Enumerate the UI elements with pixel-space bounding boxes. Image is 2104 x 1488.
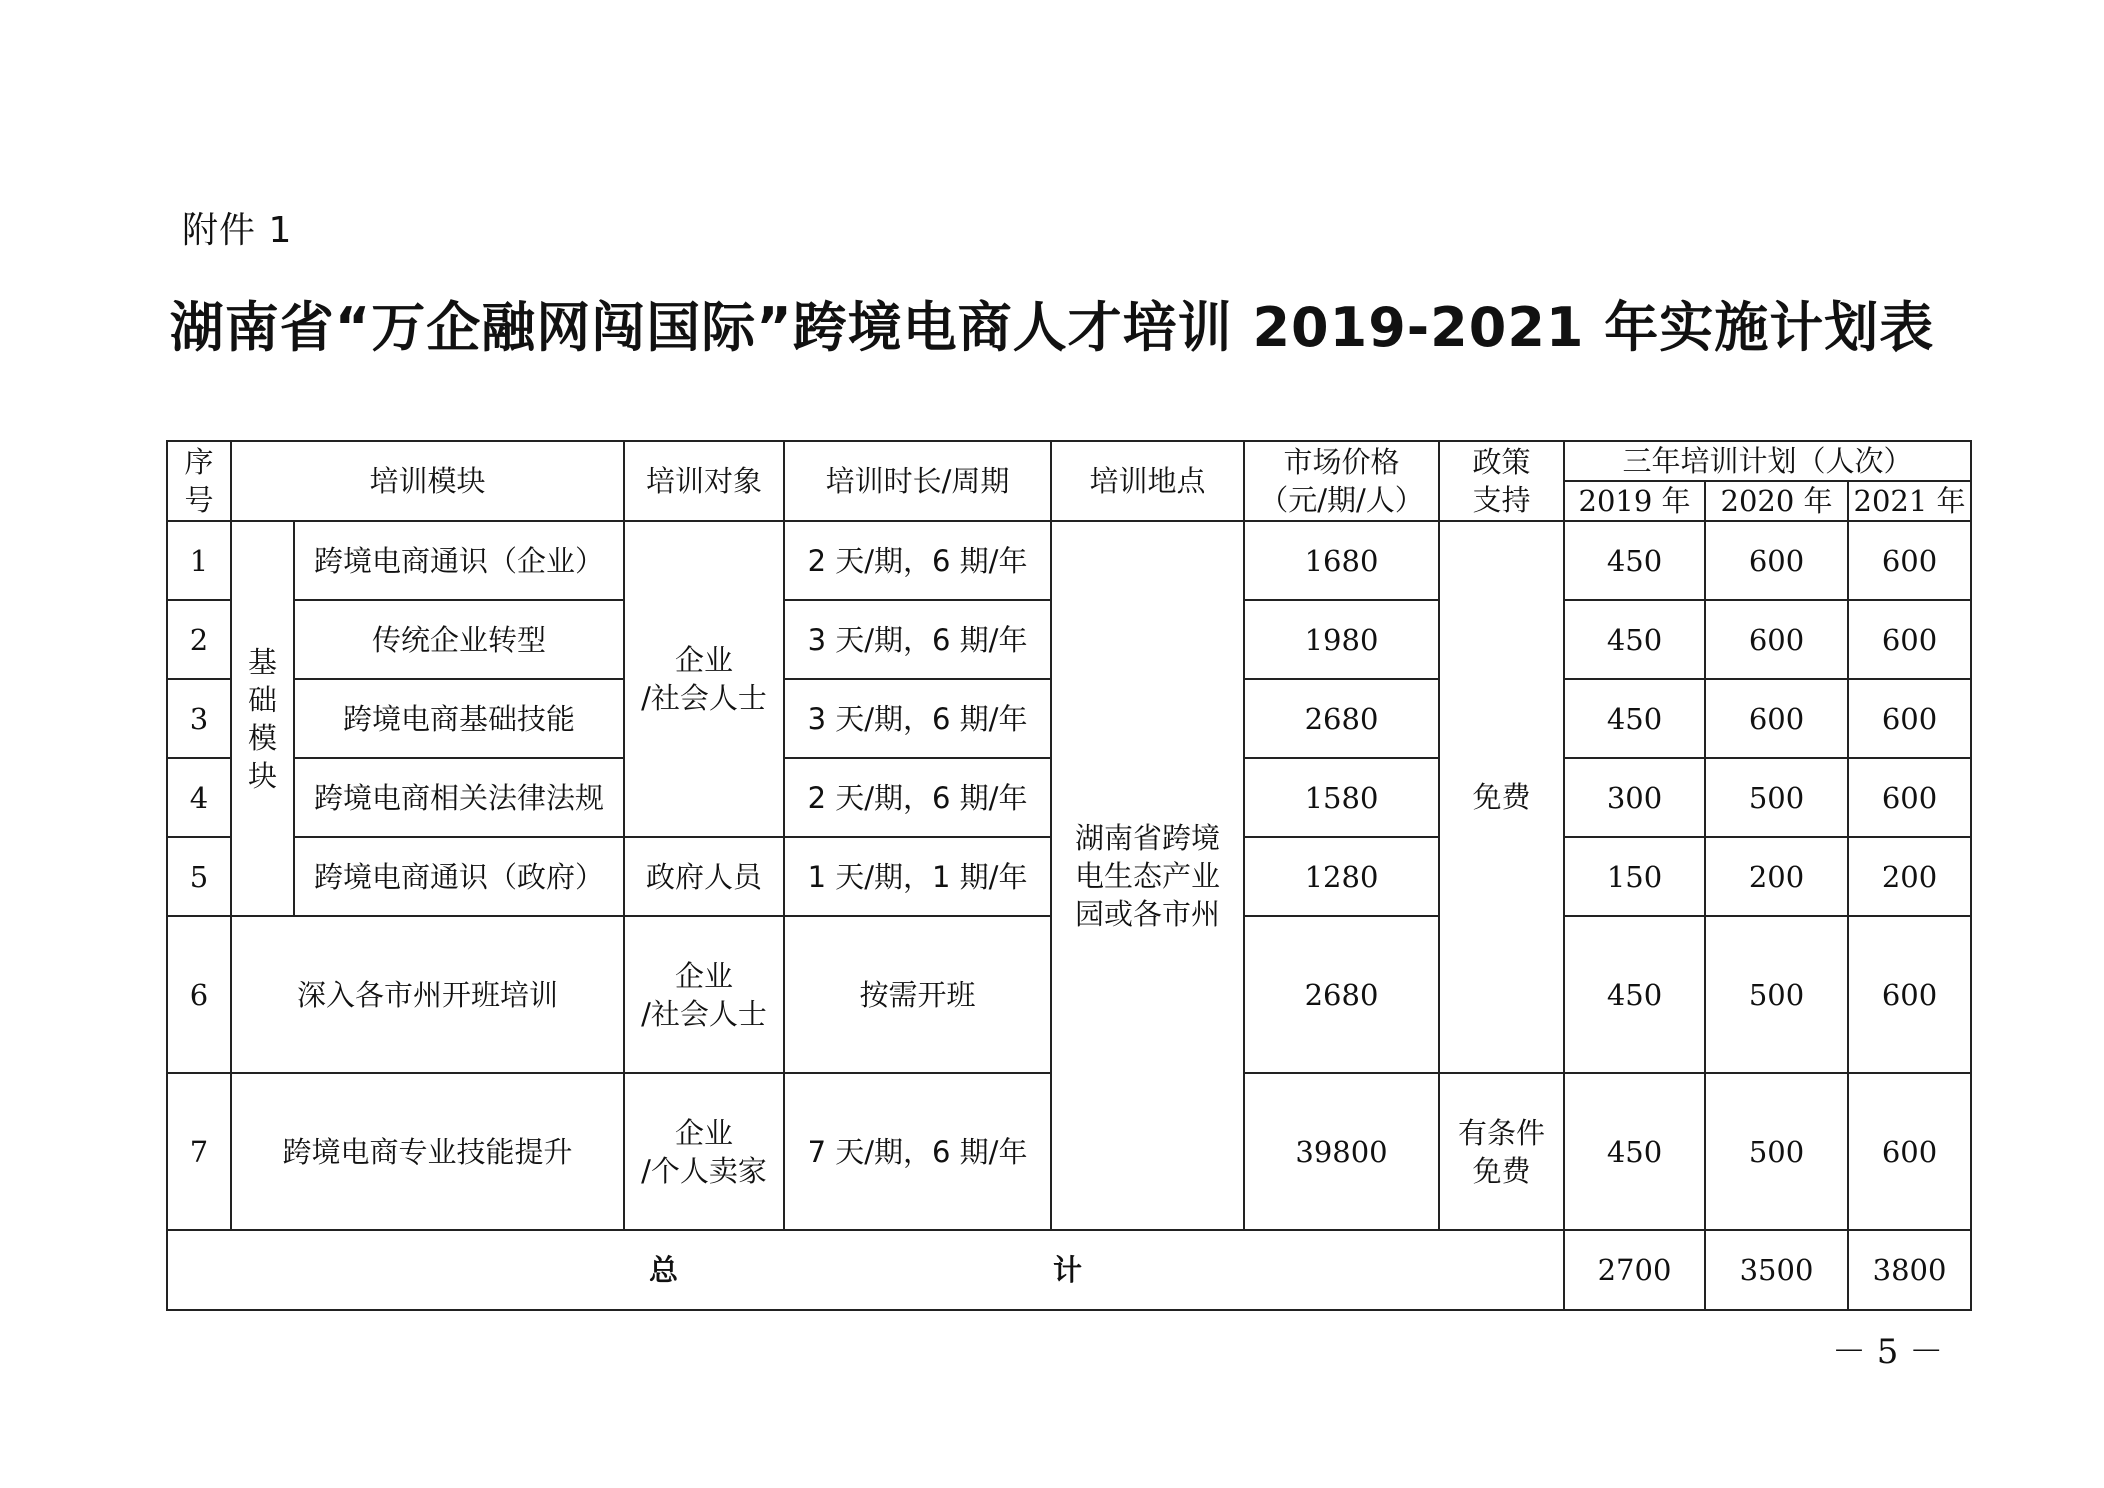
row-module: 深入各市州开班培训 xyxy=(231,916,624,1073)
row-2019: 300 xyxy=(1564,758,1705,837)
total-2019: 2700 xyxy=(1564,1230,1705,1310)
target-line1: 企业 xyxy=(675,1115,734,1150)
row-2019: 450 xyxy=(1564,600,1705,679)
total-label xyxy=(167,1230,1564,1310)
row-seq: 2 xyxy=(167,600,231,679)
row-price: 1280 xyxy=(1244,837,1439,916)
row-seq: 1 xyxy=(167,521,231,600)
row-duration: 2 天/期，6 期/年 xyxy=(784,521,1051,600)
row-price: 1680 xyxy=(1244,521,1439,600)
row-2019: 150 xyxy=(1564,837,1705,916)
base-module-label xyxy=(231,521,294,916)
row-2020: 600 xyxy=(1705,679,1848,758)
row-2021: 600 xyxy=(1848,1073,1971,1230)
row-duration: 2 天/期，6 期/年 xyxy=(784,758,1051,837)
location-line1: 湖南省跨境 xyxy=(1075,820,1221,855)
row-module: 跨境电商基础技能 xyxy=(294,679,624,758)
base-module-char: 模 xyxy=(247,720,277,755)
header-year-2019: 2019 年 xyxy=(1564,481,1705,521)
row-2020: 500 xyxy=(1705,1073,1848,1230)
row-2019: 450 xyxy=(1564,679,1705,758)
row-price: 1580 xyxy=(1244,758,1439,837)
policy-line1: 有条件 xyxy=(1458,1115,1546,1150)
page-title: 湖南省“万企融网闯国际”跨境电商人才培训 2019-2021 年实施计划表 xyxy=(169,296,1935,359)
page-number: － 5 － xyxy=(1832,1332,1944,1372)
row-2020: 500 xyxy=(1705,758,1848,837)
row-seq: 7 xyxy=(167,1073,231,1230)
row-duration: 3 天/期，6 期/年 xyxy=(784,679,1051,758)
header-seq xyxy=(167,441,231,521)
total-label-right: 计 xyxy=(1053,1253,1083,1287)
total-label-left: 总 xyxy=(648,1253,678,1287)
header-seq-line1: 序 xyxy=(184,445,214,479)
row-2021: 600 xyxy=(1848,679,1971,758)
header-year-2020: 2020 年 xyxy=(1705,481,1848,521)
target-line2: /社会人士 xyxy=(641,996,767,1031)
total-2021: 3800 xyxy=(1848,1230,1971,1310)
row-2020: 600 xyxy=(1705,600,1848,679)
row-module: 传统企业转型 xyxy=(294,600,624,679)
row-2020: 600 xyxy=(1705,521,1848,600)
table-row xyxy=(167,521,1971,600)
header-location: 培训地点 xyxy=(1051,441,1244,521)
row-duration: 7 天/期，6 期/年 xyxy=(784,1073,1051,1230)
total-row xyxy=(167,1230,1971,1310)
target-line2: /个人卖家 xyxy=(641,1153,767,1188)
header-price-line2: （元/期/人） xyxy=(1259,483,1424,517)
row-price: 2680 xyxy=(1244,679,1439,758)
row-location xyxy=(1051,521,1244,1230)
target-line2: /社会人士 xyxy=(641,681,767,715)
row-seq: 6 xyxy=(167,916,231,1073)
base-module-char: 基 xyxy=(247,644,277,679)
header-target: 培训对象 xyxy=(624,441,784,521)
header-plan: 三年培训计划（人次） xyxy=(1564,441,1971,481)
header-policy xyxy=(1439,441,1564,521)
row-duration: 1 天/期，1 期/年 xyxy=(784,837,1051,916)
header-policy-line1: 政策 xyxy=(1472,445,1531,479)
row-duration: 3 天/期，6 期/年 xyxy=(784,600,1051,679)
row-module: 跨境电商通识（政府） xyxy=(294,837,624,916)
row-seq: 5 xyxy=(167,837,231,916)
row-target xyxy=(624,1073,784,1230)
header-seq-line2: 号 xyxy=(184,483,214,517)
row-duration: 按需开班 xyxy=(784,916,1051,1073)
policy-line2: 免费 xyxy=(1472,1153,1531,1188)
row-module: 跨境电商专业技能提升 xyxy=(231,1073,624,1230)
location-line2: 电生态产业 xyxy=(1075,858,1221,893)
row-2021: 600 xyxy=(1848,600,1971,679)
location-line3: 园或各市州 xyxy=(1075,896,1221,931)
row-policy-conditional xyxy=(1439,1073,1564,1230)
target-line1: 企业 xyxy=(675,643,734,677)
row-seq: 3 xyxy=(167,679,231,758)
header-duration: 培训时长/周期 xyxy=(784,441,1051,521)
row-target xyxy=(624,916,784,1073)
row-2021: 600 xyxy=(1848,521,1971,600)
row-target: 政府人员 xyxy=(624,837,784,916)
row-2021: 600 xyxy=(1848,758,1971,837)
row-2019: 450 xyxy=(1564,916,1705,1073)
header-price-line1: 市场价格 xyxy=(1283,445,1400,479)
row-price: 2680 xyxy=(1244,916,1439,1073)
row-2021: 200 xyxy=(1848,837,1971,916)
target-line1: 企业 xyxy=(675,958,734,993)
row-price: 1980 xyxy=(1244,600,1439,679)
row-2019: 450 xyxy=(1564,1073,1705,1230)
row-policy-free: 免费 xyxy=(1439,521,1564,1073)
base-module-char: 础 xyxy=(247,682,277,717)
row-2020: 500 xyxy=(1705,916,1848,1073)
row-price: 39800 xyxy=(1244,1073,1439,1230)
row-2020: 200 xyxy=(1705,837,1848,916)
header-year-2021: 2021 年 xyxy=(1848,481,1971,521)
attachment-label: 附件 1 xyxy=(182,210,293,251)
total-2020: 3500 xyxy=(1705,1230,1848,1310)
row-2021: 600 xyxy=(1848,916,1971,1073)
row-target-enterprise xyxy=(624,521,784,837)
row-2019: 450 xyxy=(1564,521,1705,600)
row-seq: 4 xyxy=(167,758,231,837)
base-module-char: 块 xyxy=(247,758,277,793)
row-module: 跨境电商通识（企业） xyxy=(294,521,624,600)
training-plan-table xyxy=(166,440,1972,1311)
header-policy-line2: 支持 xyxy=(1472,483,1531,517)
row-module: 跨境电商相关法律法规 xyxy=(294,758,624,837)
header-module: 培训模块 xyxy=(231,441,624,521)
header-row xyxy=(167,441,1971,481)
header-price xyxy=(1244,441,1439,521)
